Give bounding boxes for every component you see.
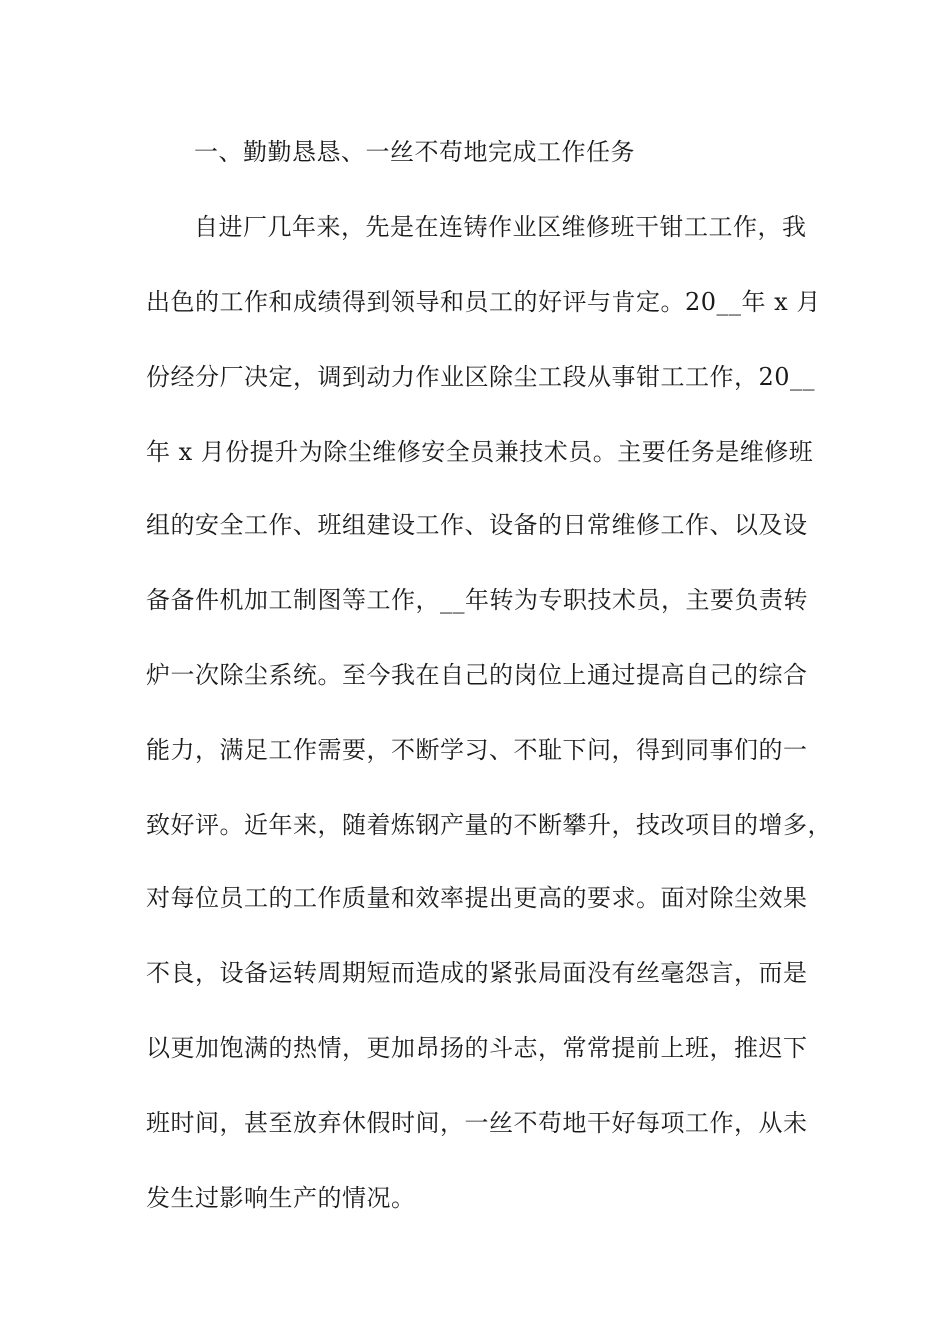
paragraph-line: 组的安全工作、班组建设工作、设备的日常维修工作、以及设 bbox=[146, 511, 808, 539]
paragraph-line: 备备件机加工制图等工作，__年转为专职技术员，主要负责转 bbox=[146, 586, 808, 614]
paragraph-line: 不良，设备运转周期短而造成的紧张局面没有丝毫怨言，而是 bbox=[146, 959, 808, 987]
section-heading: 一、勤勤恳恳、一丝不苟地完成工作任务 bbox=[194, 138, 635, 166]
paragraph-line: 年 x 月份提升为除尘维修安全员兼技术员。主要任务是维修班 bbox=[146, 438, 814, 466]
paragraph-line: 出色的工作和成绩得到领导和员工的好评与肯定。20__年 x 月 bbox=[146, 288, 821, 316]
paragraph-line: 以更加饱满的热情，更加昂扬的斗志，常常提前上班，推迟下 bbox=[146, 1034, 808, 1062]
paragraph-line: 发生过影响生产的情况。 bbox=[146, 1184, 416, 1212]
paragraph-line: 份经分厂决定，调到动力作业区除尘工段从事钳工工作，20__ bbox=[146, 363, 816, 391]
paragraph-line: 班时间，甚至放弃休假时间，一丝不苟地干好每项工作，从未 bbox=[146, 1109, 808, 1137]
paragraph-line: 自进厂几年来，先是在连铸作业区维修班干钳工工作，我 bbox=[194, 213, 807, 241]
paragraph-line: 对每位员工的工作质量和效率提出更高的要求。面对除尘效果 bbox=[146, 884, 808, 912]
paragraph-line: 炉一次除尘系统。至今我在自己的岗位上通过提高自己的综合 bbox=[146, 661, 808, 689]
paragraph-line: 致好评。近年来，随着炼钢产量的不断攀升，技改项目的增多， bbox=[146, 811, 832, 839]
paragraph-line: 能力，满足工作需要，不断学习、不耻下问，得到同事们的一 bbox=[146, 736, 808, 764]
